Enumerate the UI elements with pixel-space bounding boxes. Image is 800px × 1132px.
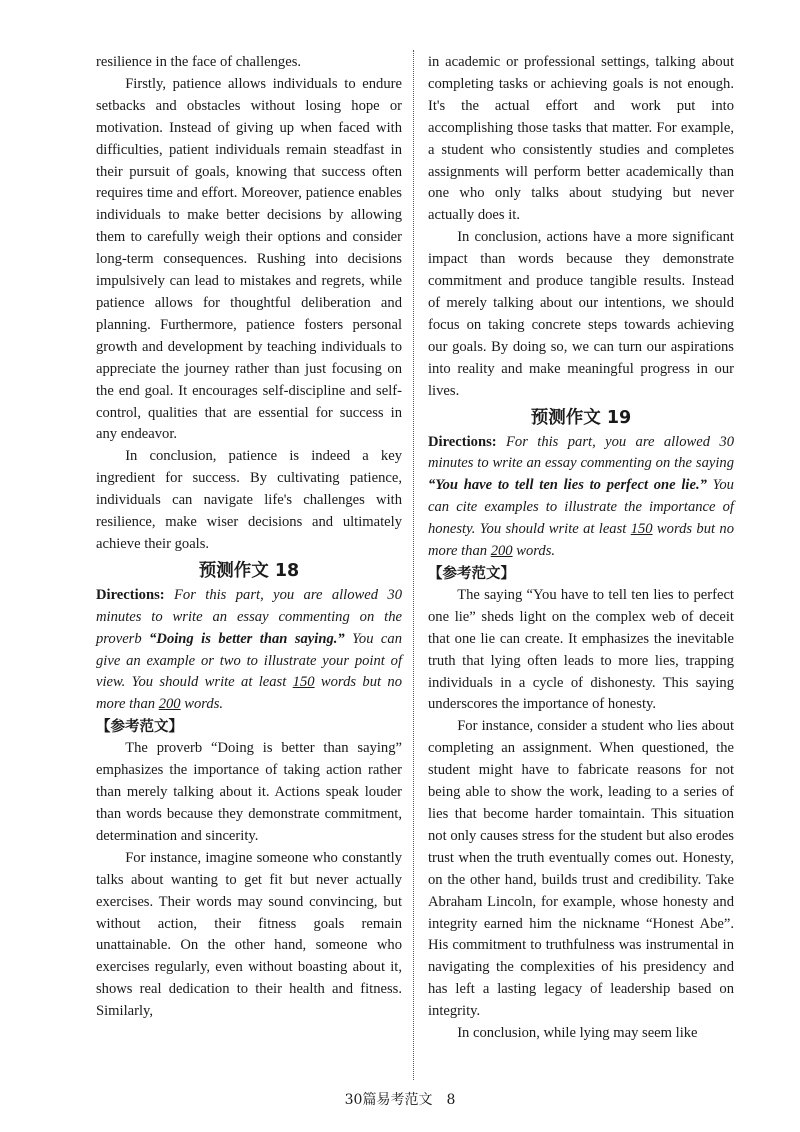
directions-text: words but no more than — [428, 521, 734, 560]
essay-18-paragraph-1: The proverb “Doing is better than saying” emphasizes the importance of taking action rather than merely talking about it. Actions speak louder than words because they demonstrate commitment, determination and sincerity. — [96, 740, 402, 844]
directions-text: words. — [180, 696, 224, 713]
essay-18-paragraph-3: in academic or professional settings, talking about completing tasks or achieving goals is not enough. It's the actual effort and work put into accomplishing those tasks that matter. For example, a student who consistently studies and completes assignments will perform better academically than one who only talks about studying but never actually does it. — [428, 54, 734, 224]
directions-19 — [428, 432, 734, 563]
proverb-text: “Doing is better than saying.” — [149, 630, 345, 647]
paragraph-firstly: Firstly, patience allows individuals to endure setbacks and obstacles without losing hope or motivation. Instead of giving up when faced with difficulties, patient individuals remain steadfast in their pursuit of goals, knowing that success often requires time and effort. Moreover, patience enables individuals to make better decisions by allowing them to carefully weigh their options and consider long-term consequences. Rushing into decisions impulsively can lead to mistakes and regrets, while patience allows for thoughtful deliberation and planning. Furthermore, patience fosters personal growth and development by teaching individuals to appreciate the journey rather than just focusing on the end goal. It encourages self-discipline and self-control, qualities that are essential for success in any endeavor. — [96, 75, 402, 443]
saying-text: “You have to tell ten lies to perfect one lie.” — [428, 477, 707, 494]
paragraph-conclusion-patience: In conclusion, patience is indeed a key ingredient for success. By cultivating patience, individuals can navigate life's challenges with resilience, make wiser decisions and ultimately achieve their goals. — [96, 448, 402, 552]
directions-label: Directions: — [428, 433, 497, 450]
directions-text: You can cite examples to illustrate the importance of honesty. You should write at least — [428, 477, 734, 538]
right-column — [428, 52, 734, 1045]
essay-18-paragraph-2: For instance, imagine someone who constantly talks about wanting to get fit but never actually exercises. Their words may sound convincing, but without action, their fitness goals remain unattainable. On the other hand, someone who exercises regularly, even without boasting about it, shows real dedication to their health and fitness. Similarly, — [96, 849, 402, 1020]
directions-text: words but no more than — [96, 674, 402, 713]
directions-18 — [96, 585, 402, 716]
max-words: 200 — [158, 696, 181, 713]
reference-essay-label: 【参考范文】 — [96, 719, 183, 736]
reference-essay-label: 【参考范文】 — [428, 565, 515, 582]
heading-essay-19: 预测作文 19 — [530, 407, 632, 428]
page-footer: 30篇易考范文 8 — [344, 1092, 456, 1108]
essay-19-paragraph-2: For instance, consider a student who lies about completing an assignment. When questioned, the student might have to fabricate reasons for not being able to show the work, leading to a series of lies that become harder tomaintain. This situation not only causes stress for the student but also erodes trust when the truth eventually comes out. Honesty, on the other hand, builds trust and credibility. Take Abraham Lincoln, for example, whose honesty and integrity earned him the nickname “Honest Abe”. His commitment to truthfulness was instrumental in navigating the complexities of his presidency and has left a lasting legacy of leadership based on integrity. — [428, 718, 734, 1020]
directions-label: Directions: — [96, 586, 165, 603]
column-divider — [413, 50, 414, 1080]
directions-text: words. — [512, 543, 556, 560]
max-words: 200 — [490, 543, 513, 560]
left-column — [96, 52, 402, 1023]
essay-18-conclusion: In conclusion, actions have a more significant impact than words because they demonstrate commitment and produce tangible results. Instead of merely talking about our intentions, we should focus on taking concrete steps towards achieving our goals. By doing so, we can turn our aspirations into reality and make meaningful progress in our lives. — [428, 229, 734, 399]
min-words: 150 — [630, 521, 653, 538]
directions-text: For this part, you are allowed 30 minutes to write an essay commenting on the saying — [428, 433, 734, 472]
min-words: 150 — [292, 674, 315, 691]
paragraph-continuation: resilience in the face of challenges. — [96, 54, 302, 70]
directions-text: You can give an example or two to illustrate your point of view. You should write at least — [96, 630, 403, 691]
essay-19-paragraph-1: The saying “You have to tell ten lies to perfect one lie” sheds light on the complex web of deceit that one lie can create. It emphasizes the inevitable truth that lying often leads to more lies, trapping individuals in a cycle of dishonesty. This saying underscores the importance of honesty. — [428, 586, 734, 713]
directions-text: For this part, you are allowed 30 minutes to write an essay commenting on the proverb — [96, 586, 402, 647]
heading-essay-18: 预测作文 18 — [198, 560, 300, 581]
essay-19-paragraph-3: In conclusion, while lying may seem like — [457, 1025, 698, 1042]
